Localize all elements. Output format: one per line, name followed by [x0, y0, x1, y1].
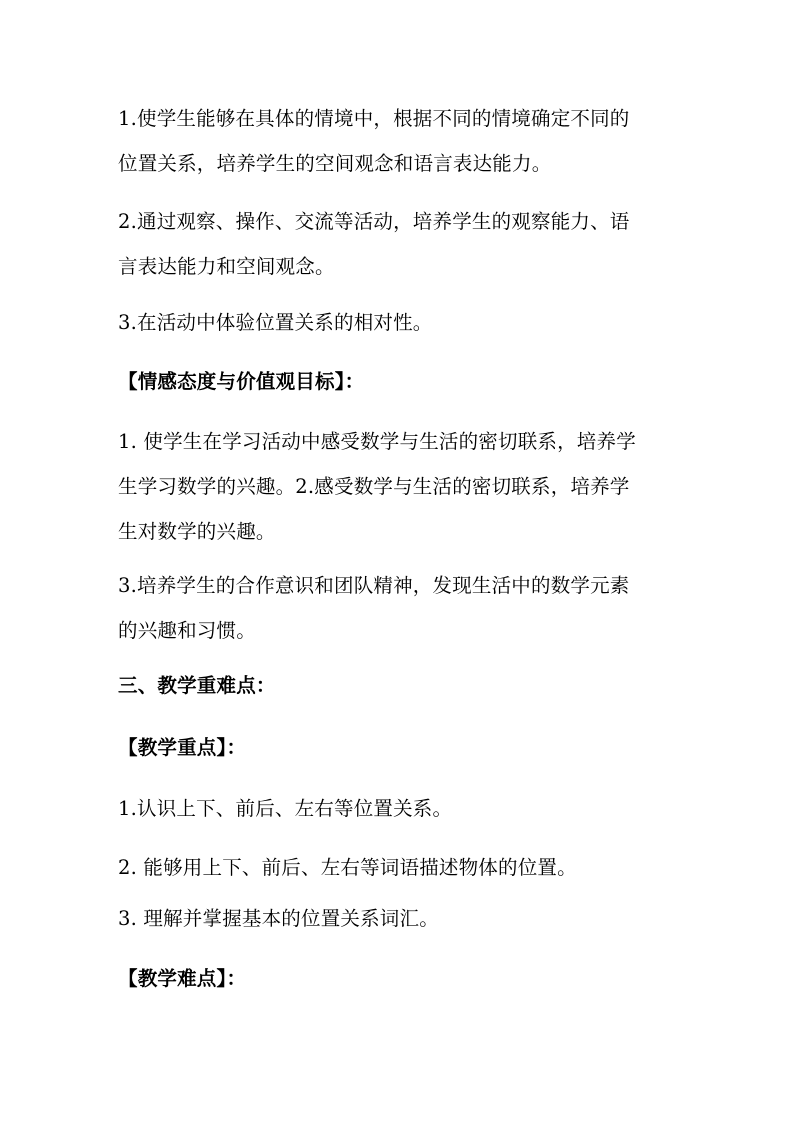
text-line: 3.培养学生的合作意识和团队精神，发现生活中的数学元素	[118, 574, 630, 597]
text-line: 3.在活动中体验位置关系的相对性。	[118, 311, 433, 334]
key-point-3	[118, 896, 678, 941]
text-line: 位置关系，培养学生的空间观念和语言表达能力。	[118, 152, 552, 175]
emotion-paragraph-1	[118, 419, 678, 554]
text-line: 2.通过观察、操作、交流等活动，培养学生的观察能力、语	[118, 210, 630, 233]
heading-text: 【教学重点】：	[118, 736, 247, 759]
text-line: 生对数学的兴趣。	[118, 520, 276, 543]
objective-paragraph-1	[118, 96, 678, 186]
text-line: 1.认识上下、前后、左右等位置关系。	[118, 797, 453, 820]
section-heading-key-difficulties	[118, 663, 678, 708]
text-line: 的兴趣和习惯。	[118, 619, 256, 642]
objective-paragraph-2	[118, 199, 678, 289]
heading-text: 【教学难点】：	[118, 967, 247, 990]
text-line: 3. 理解并掌握基本的位置关系词汇。	[118, 907, 439, 930]
section-heading-emotion-goals	[118, 359, 678, 404]
heading-text: 三、教学重难点：	[118, 674, 276, 697]
text-line: 1.使学生能够在具体的情境中，根据不同的情境确定不同的	[118, 107, 630, 130]
key-point-1	[118, 786, 678, 831]
text-line: 2. 能够用上下、前后、左右等词语描述物体的位置。	[118, 856, 577, 879]
text-line: 生学习数学的兴趣。2.感受数学与生活的密切联系，培养学	[118, 475, 630, 498]
objective-paragraph-3	[118, 300, 678, 345]
text-line: 1. 使学生在学习活动中感受数学与生活的密切联系，培养学	[118, 430, 636, 453]
heading-text: 【情感态度与价值观目标】：	[118, 370, 365, 393]
section-heading-difficulties	[118, 956, 678, 1001]
emotion-paragraph-2	[118, 563, 678, 653]
section-heading-key-points	[118, 725, 678, 770]
text-line: 言表达能力和空间观念。	[118, 255, 335, 278]
key-point-2	[118, 845, 678, 890]
